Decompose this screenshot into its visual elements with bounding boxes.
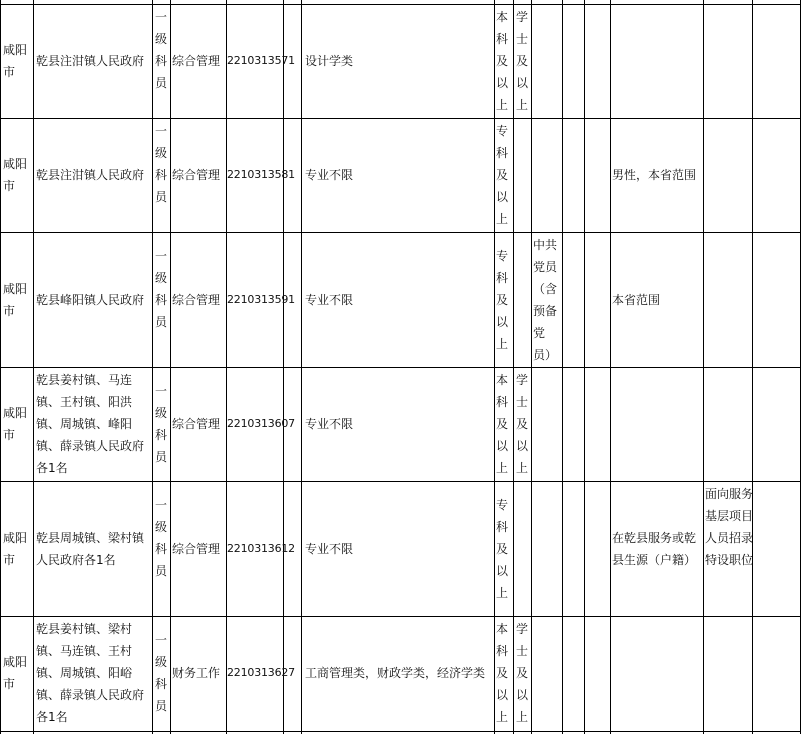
education-cell: 专科及以上 [496, 498, 509, 600]
row-divider [0, 4, 801, 5]
unit-cell: 乾县峰阳镇人民政府 [36, 293, 145, 307]
post-cell: 综合管理 [172, 417, 221, 431]
politics-cell: 中共党员（含预备党员） [533, 238, 558, 362]
post-cell: 财务工作 [172, 666, 221, 680]
city-cell: 咸阳市 [3, 43, 28, 79]
education-cell: 专科及以上 [496, 249, 509, 351]
row-divider [0, 118, 801, 119]
code-cell: 2210313571 [227, 54, 295, 67]
row-divider [0, 731, 801, 732]
rank-cell: 一级科员 [154, 633, 167, 713]
other-requirements-cell: 男性，本省范围 [612, 168, 697, 182]
code-cell: 2210313607 [227, 417, 295, 430]
major-cell: 专业不限 [305, 293, 354, 307]
rank-cell: 一级科员 [154, 10, 167, 90]
city-cell: 咸阳市 [3, 406, 28, 442]
code-cell: 2210313627 [227, 666, 295, 679]
unit-cell: 乾县注泔镇人民政府 [36, 54, 145, 68]
education-cell: 专科及以上 [496, 124, 509, 226]
city-cell: 咸阳市 [3, 282, 28, 318]
remark-cell: 面向服务基层项目人员招录特设职位 [705, 487, 754, 567]
post-cell: 综合管理 [172, 293, 221, 307]
degree-cell: 学士及以上 [516, 622, 529, 724]
degree-cell: 学士及以上 [516, 373, 529, 475]
unit-cell: 乾县姜村镇、梁村镇、马连镇、王村镇、周城镇、阳峪镇、薛录镇人民政府各1名 [36, 622, 145, 724]
major-cell: 专业不限 [305, 168, 354, 182]
row-divider [0, 232, 801, 233]
major-cell: 专业不限 [305, 417, 354, 431]
unit-cell: 乾县周城镇、梁村镇人民政府各1名 [36, 531, 145, 567]
row-divider [0, 367, 801, 368]
education-cell: 本科及以上 [496, 622, 509, 724]
code-cell: 2210313581 [227, 168, 295, 181]
other-requirements-cell: 在乾县服务或乾县生源（户籍） [612, 531, 697, 567]
education-cell: 本科及以上 [496, 373, 509, 475]
post-cell: 综合管理 [172, 54, 221, 68]
post-cell: 综合管理 [172, 168, 221, 182]
row-divider [0, 481, 801, 482]
rank-cell: 一级科员 [154, 384, 167, 464]
row-divider [0, 616, 801, 617]
code-cell: 2210313612 [227, 542, 295, 555]
rank-cell: 一级科员 [154, 249, 167, 329]
major-cell: 专业不限 [305, 542, 354, 556]
post-cell: 综合管理 [172, 542, 221, 556]
education-cell: 本科及以上 [496, 10, 509, 112]
other-requirements-cell: 本省范围 [612, 293, 661, 307]
city-cell: 咸阳市 [3, 157, 28, 193]
major-cell: 工商管理类，财政学类，经济学类 [305, 666, 486, 680]
code-cell: 2210313591 [227, 293, 295, 306]
unit-cell: 乾县姜村镇、马连镇、王村镇、阳洪镇、周城镇、峰阳镇、薛录镇人民政府各1名 [36, 373, 145, 475]
major-cell: 设计学类 [305, 54, 354, 68]
city-cell: 咸阳市 [3, 531, 28, 567]
rank-cell: 一级科员 [154, 124, 167, 204]
rank-cell: 一级科员 [154, 498, 167, 578]
city-cell: 咸阳市 [3, 655, 28, 691]
degree-cell: 学士及以上 [516, 10, 529, 112]
unit-cell: 乾县注泔镇人民政府 [36, 168, 145, 182]
